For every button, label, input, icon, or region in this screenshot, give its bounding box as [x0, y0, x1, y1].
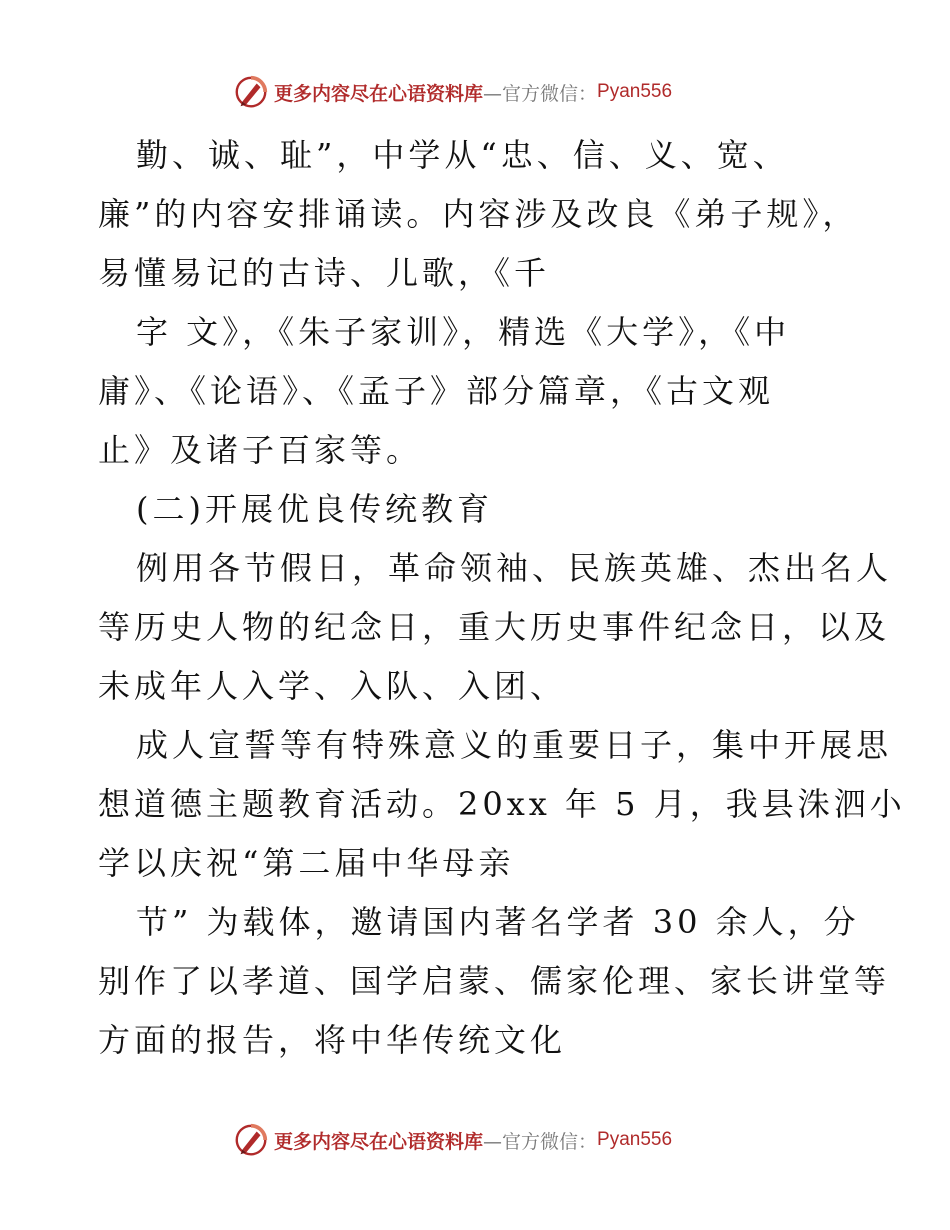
section-heading: (二)开展优良传统教育	[136, 490, 493, 528]
text-line: 易懂易记的古诗、儿歌，《千	[98, 254, 551, 292]
text-line: 例用各节假日，革命领袖、民族英雄、杰出名人	[136, 549, 893, 587]
watermark-text: 更多内容尽在心语资料库	[274, 82, 484, 105]
document-body	[98, 126, 906, 1070]
text-line: 别作了以孝道、国学启蒙、儒家伦理、家长讲堂等	[98, 962, 891, 1000]
watermark-separator: —官方微信：	[483, 1130, 598, 1153]
watermark-wechat-id: Pyan556	[597, 1129, 673, 1150]
pen-logo-icon	[232, 73, 270, 111]
text-line: 止》及诸子百家等。	[98, 431, 423, 469]
text-line: 字 文》，《朱子家训》，精选《大学》，《中	[136, 313, 791, 351]
text-line: 学以庆祝“第二届中华母亲	[98, 844, 515, 882]
text-line: 等历史人物的纪念日，重大历史事件纪念日，以及	[98, 608, 891, 646]
footer-watermark	[232, 1120, 672, 1160]
watermark-separator: —官方微信：	[483, 82, 598, 105]
text-line: 廉”的内容安排诵读。内容涉及改良《弟子规》，	[98, 195, 859, 233]
text-line: 勤、诚、耻”，中学从“忠、信、义、宽、	[136, 136, 789, 174]
pen-logo-icon	[232, 1121, 270, 1159]
header-watermark	[232, 72, 672, 112]
text-line: 庸》、《论语》、《孟子》部分篇章，《古文观	[98, 372, 775, 410]
text-line: 想道德主题教育活动。20xx 年 5 月，我县洙泗小	[98, 785, 906, 823]
watermark-wechat-id: Pyan556	[597, 81, 673, 102]
watermark-text: 更多内容尽在心语资料库	[274, 1130, 484, 1153]
text-line: 成人宣誓等有特殊意义的重要日子，集中开展思	[136, 726, 893, 764]
text-line: 节” 为载体，邀请国内著名学者 30 余人，分	[136, 903, 860, 941]
text-line: 方面的报告，将中华传统文化	[98, 1021, 567, 1059]
text-line: 未成年人入学、入队、入团、	[98, 667, 567, 705]
